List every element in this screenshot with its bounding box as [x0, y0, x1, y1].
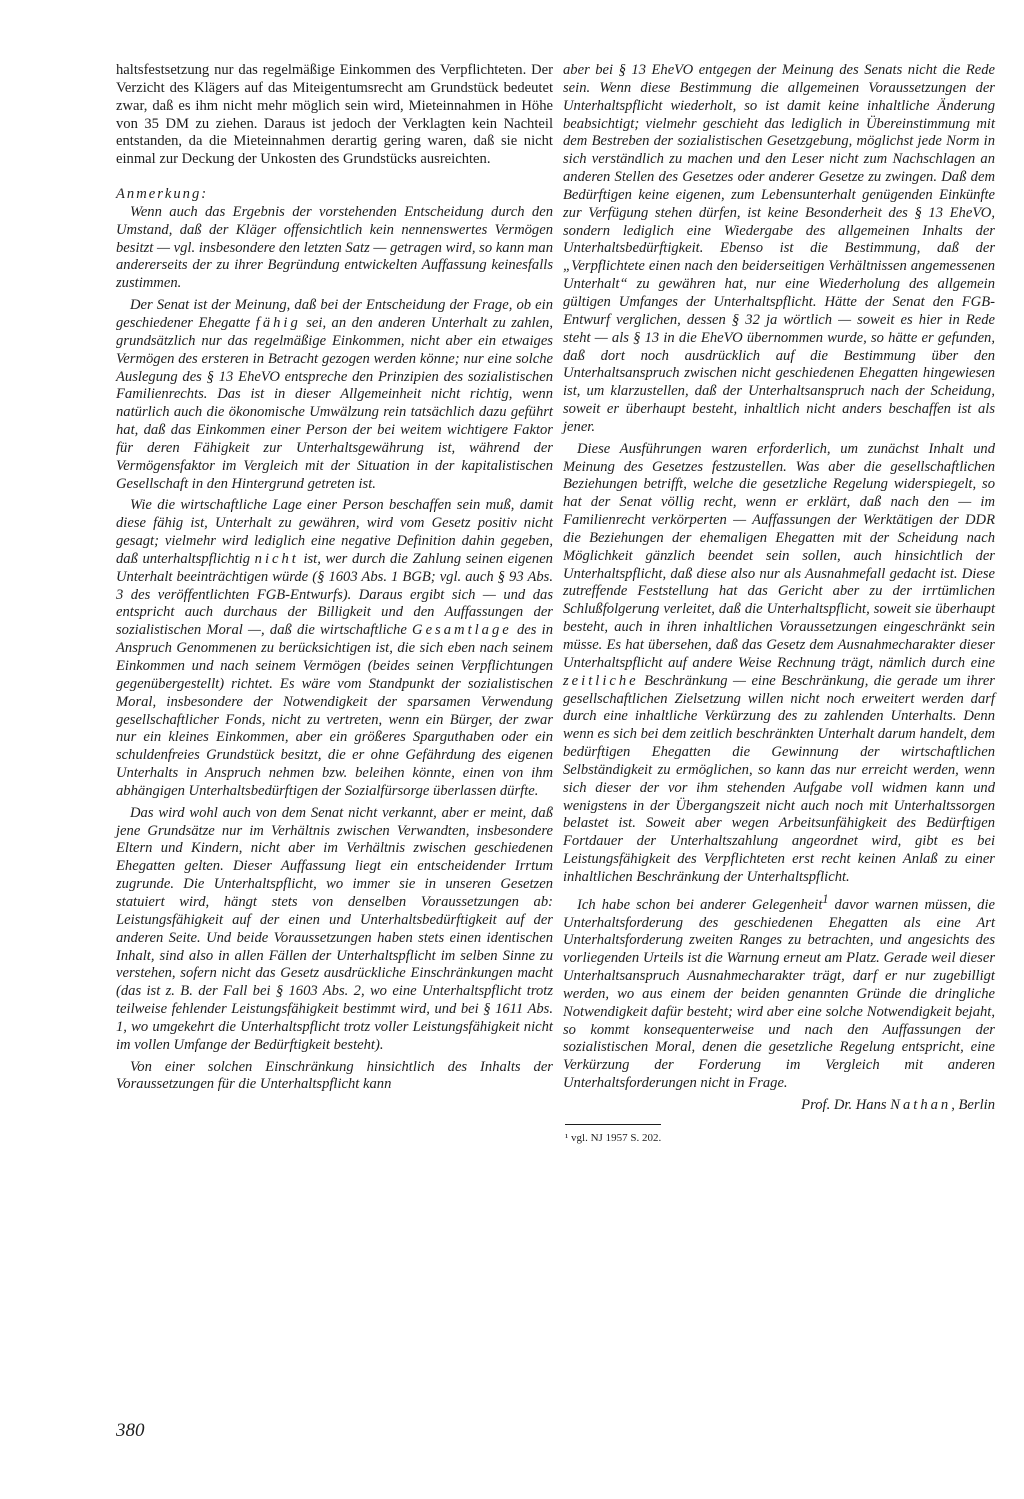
- text-run: davor warnen müssen, die Unterhaltsforderung des geschiedenen Ehegatten als eine Art Unterhaltsforderung zweiten Ranges zu betrachten, und angesichts des vorliegenden Urteils ist die Warnung erneut am Platz. Gerade weil dieser Unterhaltsanspruch Ausnahmecharakter trägt, darf er nur zugebilligt werden, wo aus einem der beiden genannten Gründe die dringliche Notwendigkeit dafür besteht; wird aber eine solche Notwendigkeit bejaht, so kommt konsequenterweise und nach den Auffassungen der sozialistischen Moral, denen die gesetzliche Regelung entspricht, eine Verkürzung der Forderung im Vergleich mit anderen Unterhaltsforderungen nicht in Frage.: [563, 896, 995, 1092]
- annotation-paragraph-3: [116, 497, 553, 800]
- text-run: Der Senat ist der Meinung, daß bei der Entscheidung der Frage, ob ein geschiedener Ehegatte: [116, 297, 553, 331]
- text-run: Ich habe schon bei anderer Gelegenheit: [577, 896, 823, 913]
- text-run: sei, an den anderen Unterhalt zu zahlen, grundsätzlich nur das regelmäßige Einkommen, nicht aber ein etwaiges Vermögen des ersteren in Betracht gezogen werden könne; nur eine solche Auslegung des § 13 EheVO entspreche den Prinzipien des sozialistischen Familienrechts. Das ist in dieser Allgemeinheit nicht richtig, wenn natürlich auch die ökonomische Umwälzung rein tatsächlich dazu geführt hat, daß das Einkommen einer Person der bei weitem wichtigere Faktor für deren Fähigkeit zur Unterhaltsgewährung ist, während der Vermögensfaktor im Vergleich mit der Situation in der kapitalistischen Gesellschaft in den Hintergrund getreten ist.: [116, 314, 554, 492]
- annotation-paragraph-7: [563, 441, 995, 887]
- annotation-paragraph-5: Von einer solchen Einschränkung hinsichtlich des Inhalts der Voraussetzungen für die Unterhaltspflicht kann: [116, 1058, 553, 1093]
- text-run: Wie die wirtschaftliche Lage einer Person beschaffen sein muß, damit diese fähig ist, Unterhalt zu gewähren, wird vom Gesetz positiv nicht gesagt; vielmehr wird lediglich eine negative Definition dahin gegeben, daß unterhaltspflichtig: [116, 497, 553, 567]
- page-number: 380: [116, 1420, 145, 1441]
- author-title: Prof. Dr. Hans: [801, 1096, 891, 1113]
- author-city: , Berlin: [951, 1096, 995, 1113]
- left-column: [116, 62, 553, 1094]
- footnote-marker: 1: [822, 891, 829, 906]
- text-run: Diese Ausführungen waren erforderlich, um zunächst Inhalt und Meinung des Gesetzes festzustellen. Was aber die gesellschaftlichen Beziehungen betrifft, welche die gesetzliche Regelung widerspiegelt, so hat der Senat völlig recht, wenn er erklärt, daß nach den — im Familienrecht verkörperten — Auffassungen der Werktätigen der DDR die Beziehungen der ehemaligen Ehegatten mit der Scheidung nach Möglichkeit gänzlich beendet sein sollen, auch hinsichtlich der Unterhaltspflicht, daß diese also nur als Ausnahmefall gedacht ist. Diese zutreffende Feststellung hat das Gericht aber zu der irrtümlichen Schlußfolgerung verleitet, daß die Unterhaltspflicht, soweit sie überhaupt besteht, auch in ihren inhaltlichen Voraussetzungen eingeschränkt sein müsse. Es hat übersehen, daß das Gesetz dem Ausnahmecharakter dieser Unterhaltspflicht auf andere Weise Rechnung trägt, nämlich durch eine: [563, 440, 995, 671]
- annotation-paragraph-2: [116, 297, 553, 493]
- footnote-divider: [565, 1124, 661, 1125]
- emphasis-text: zeitliche: [563, 672, 639, 689]
- text-run: des in Anspruch Genommenen zu berücksichtigen ist, die sich eben nach seinem Einkommen und nach seinem Vermögen (beides seinen Verpflichtungen gegenübergestellt) richtet. Es wäre vom Standpunkt der sozialistischen Moral, insbesondere der Notwendigkeit der sparsamen Verwendung gesellschaftlicher Fonds, nicht zu vertreten, wenn ein Bürger, der zwar nur ein kleines Einkommen, aber ein größeres Sparguthaben oder ein schuldenfreies Grundstück besitzt, die er ohne Gefährdung des eigenen Unterhalts in Anspruch nehmen bzw. beleihen könnte, einen von ihm abhängigen Unterhaltsbedürftigen der Sozialfürsorge überlassen dürfte.: [116, 622, 553, 799]
- annotation-paragraph-4: Das wird wohl auch von dem Senat nicht verkannt, aber er meint, daß jene Grundsätze nur im Verhältnis zwischen Verwandten, insbesondere Eltern und Kindern, nicht aber im Verhältnis zwischen geschiedenen Ehegatten gelten. Dieser Auffassung liegt ein entscheidender Irrtum zugrunde. Die Unterhaltspflicht, wo immer sie in unseren Gesetzen statuiert wird, hängt stets von denselben Voraussetzungen ab: Leistungsfähigkeit auf der einen und Unterhaltsbedürftigkeit auf der anderen Seite. Und beide Voraussetzungen haben stets einen identischen Inhalt, sind also in allen Fällen der Unterhaltspflicht im selben Sinne zu verstehen, sofern nicht das Gesetz ausdrückliche Einschränkungen macht (das ist z. B. der Fall bei § 1603 Abs. 2, wo eine Unterhaltspflicht trotz teilweise fehlender Leistungsfähigkeit bestimmt wird, und bei § 1611 Abs. 1, wo umgekehrt die Unterhaltspflicht trotz voller Leistungsfähigkeit nicht im vollen Umfange der Bedürftigkeit besteht).: [116, 804, 553, 1053]
- section-heading: Anmerkung:: [116, 186, 209, 203]
- emphasis-text: fähig: [255, 314, 301, 331]
- right-column: [563, 62, 995, 1145]
- annotation-paragraph-8: [563, 891, 995, 1093]
- annotation-paragraph-1: Wenn auch das Ergebnis der vorstehenden Entscheidung durch den Umstand, daß der Kläger offensichtlich kein nennenswertes Vermögen besitzt — vgl. insbesondere den letzten Satz — getragen wird, so kann man andererseits der zu ihrer Begründung entwickelten Auffassung keinesfalls zustimmen.: [116, 203, 553, 292]
- emphasis-text: Gesamtlage: [412, 622, 512, 639]
- author-surname: Nathan: [890, 1096, 952, 1113]
- footnote: ¹ vgl. NJ 1957 S. 202.: [565, 1131, 662, 1144]
- annotation-paragraph-6: aber bei § 13 EheVO entgegen der Meinung des Senats nicht die Rede sein. Wenn diese Bestimmung die allgemeinen Voraussetzungen der Unterhaltspflicht wiederholt, so ist damit keine inhaltliche Änderung beabsichtigt; vielmehr geschieht das lediglich in Übereinstimmung mit dem Bestreben der sozialistischen Gesetzgebung, möglichst jede Norm in sich verständlich zu machen und den Leser nicht zum Nachschlagen an anderen Stellen des Gesetzes oder anderer Gesetze zu zwingen. Daß dem Bedürftigen keine eigenen, zum Lebensunterhalt genügenden Einkünfte zur Verfügung stehen dürfen, ist keine Besonderheit des § 13 EheVO, sondern lediglich eine Wiedergabe des allgemeinen Inhalts der Unterhaltsbedürftigkeit. Ebenso ist die Bestimmung, daß der „Verpflichtete einen nach den beiderseitigen Verhältnissen angemessenen Unterhalt“ zu gewähren hat, nur eine Wiederholung des allgemein gültigen Umfanges der Unterhaltspflicht. Hätte der Senat den FGB-Entwurf verglichen, dessen § 32 ja wörtlich — soweit es hier in Rede steht — als § 13 in die EheVO übernommen wurde, so hätte er gefunden, daß dort noch ausdrücklich auf die Bestimmung über den Unterhaltsanspruch zwischen nicht geschiedenen Ehegatten hingewiesen ist, um klarzustellen, daß der Unterhaltsanspruch nach der Scheidung, soweit er überhaupt besteht, inhaltlich nicht anders beschaffen ist als jener.: [563, 62, 995, 435]
- emphasis-text: nicht: [254, 550, 299, 567]
- text-run: ist, wer durch die Zahlung seinen eigenen Unterhalt beeinträchtigen würde (§ 1603 Abs. 1 BGB; vgl. auch § 93 Abs. 3 des veröffentlichten FGB-Entwurfs). Daraus ergibt sich — und das entspricht auch durchaus der Billigkeit und den Auffassungen der sozialistischen Moral —, daß die wirtschaftliche: [116, 550, 553, 639]
- intro-paragraph: haltsfestsetzung nur das regelmäßige Einkommen des Verpflichteten. Der Verzicht des Klägers auf das Miteigentumsrecht am Grundstück bedeutet zwar, daß es ihm nicht mehr möglich sein wird, Mieteinnahmen in Höhe von 35 DM zu ziehen. Daraus ist jedoch der Verklagten kein Nachteil entstanden, da die Mieteinnahmen derartig gering waren, daß sie nicht einmal zur Deckung der Unkosten des Grundstücks ausreichten.: [116, 62, 553, 168]
- text-run: Beschränkung — eine Beschränkung, die gerade um ihrer gesellschaftlichen Zielsetzung willen nicht noch erweitert werden darf durch eine inhaltliche Verkürzung des zu zahlenden Unterhalts. Denn wenn es sich bei dem zeitlich beschränkten Unterhalt darum handelt, dem bedürftigen Ehegatten die Gewinnung der wirtschaftlichen Selbständigkeit zu ermöglichen, so kann das nur erreicht werden, wenn sich dieser der vor ihm stehenden Aufgabe voll widmen kann und wenigstens in der Übergangszeit nicht auch noch mit Unterhaltssorgen belastet ist. Soweit aber wegen Arbeitsunfähigkeit des Bedürftigen Fortdauer der Unterhaltszahlung angeordnet wird, gibt es bei Leistungsfähigkeit des Verpflichteten erst recht keinen Anlaß zu einer inhaltlichen Beschränkung der Unterhaltspflicht.: [563, 672, 995, 885]
- author-signature: [563, 1097, 995, 1115]
